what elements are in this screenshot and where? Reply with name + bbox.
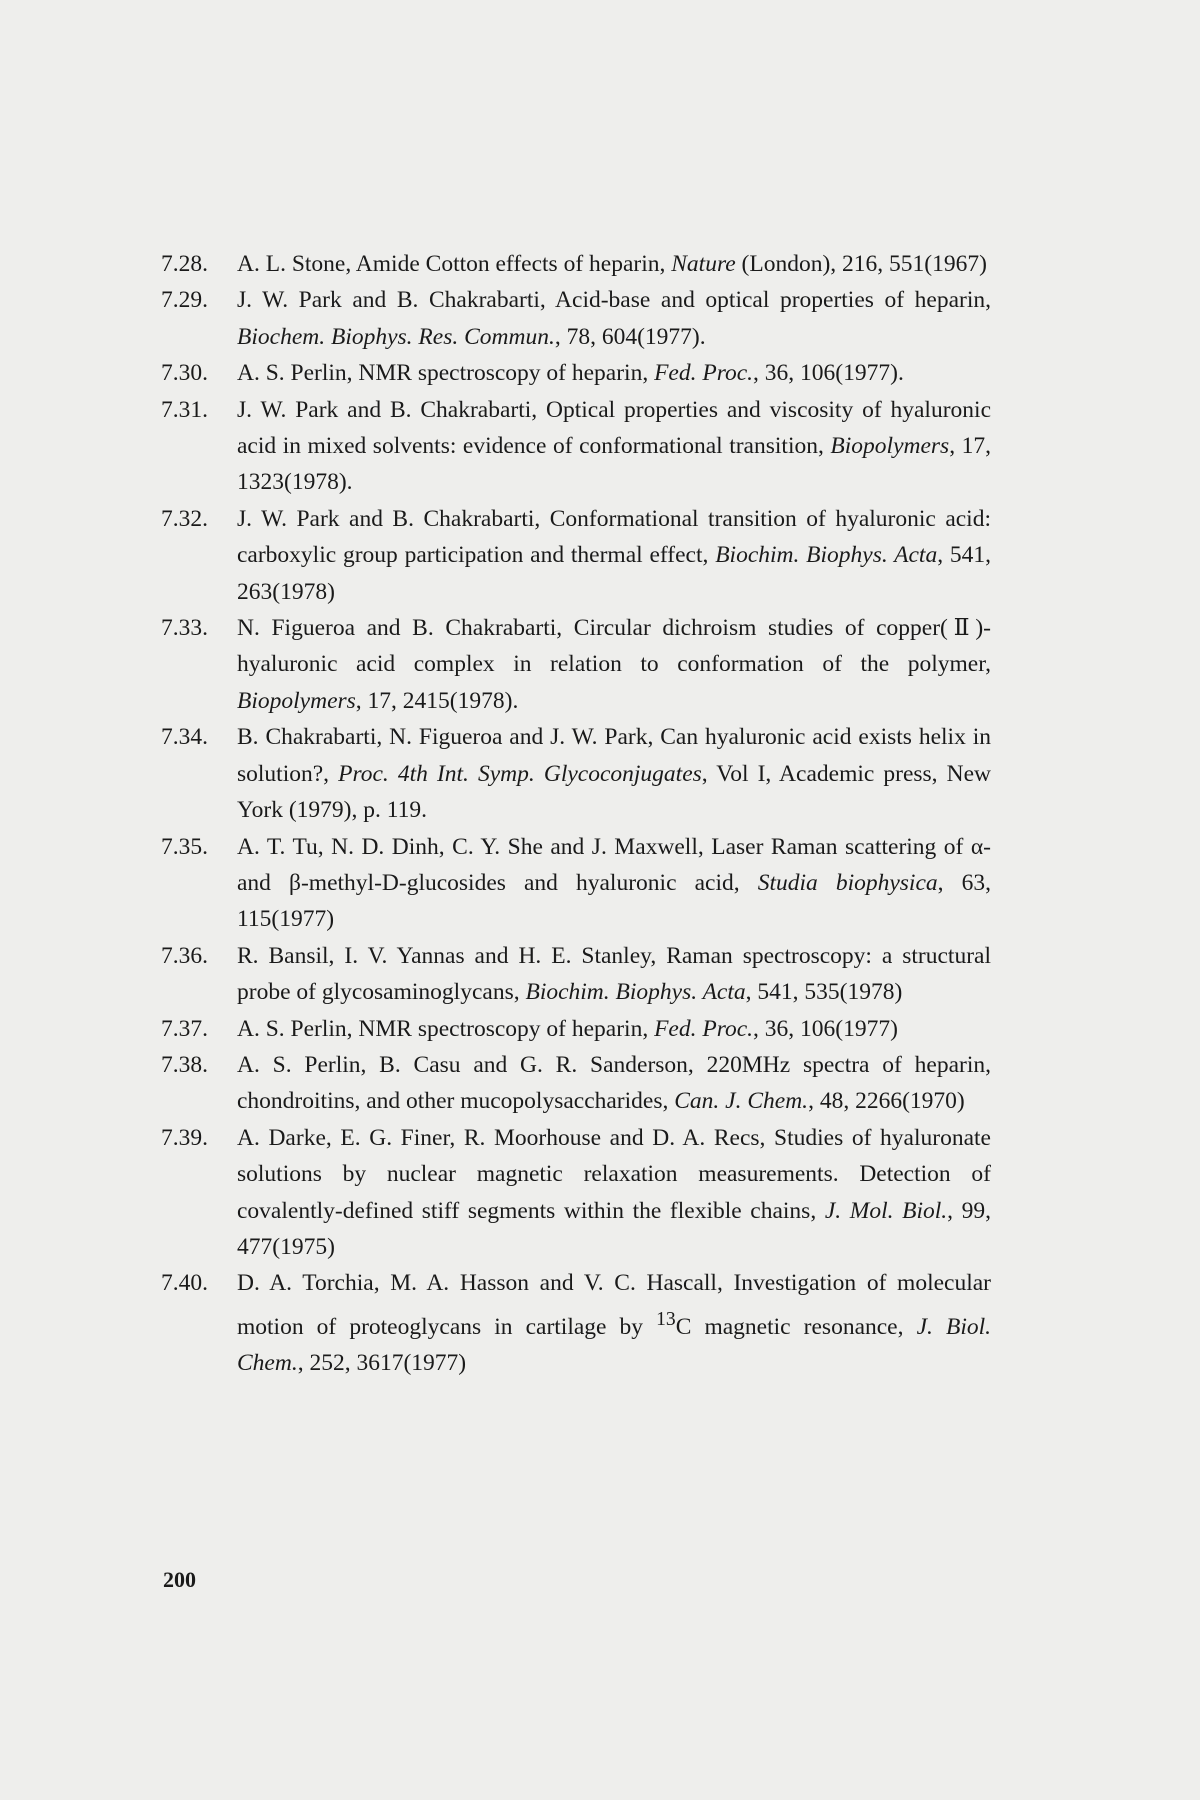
reference-segment: , 36, 106(1977). [753, 360, 904, 387]
reference-text [237, 1120, 991, 1266]
reference-number: 7.37. [161, 1015, 208, 1042]
reference-segment: , 36, 106(1977) [753, 1015, 898, 1042]
reference-text [237, 1047, 991, 1120]
reference-number: 7.35. [161, 833, 208, 860]
reference-item [161, 1047, 991, 1120]
reference-journal: J. Biol. Chem. [237, 1313, 992, 1377]
reference-segment: A. S. Perlin, NMR spectroscopy of heparin, [237, 1015, 655, 1042]
reference-number: 7.38. [161, 1051, 208, 1078]
reference-text [237, 355, 991, 391]
reference-segment: C magnetic resonance, [675, 1313, 917, 1340]
reference-text [237, 829, 991, 938]
reference-segment: A. S. Perlin, NMR spectroscopy of heparin, [237, 360, 655, 387]
reference-text [237, 282, 991, 355]
reference-journal: Biopolymers [237, 687, 356, 714]
reference-number: 7.34. [161, 724, 208, 751]
reference-segment: , Vol I, Academic press, New York (1979), p. 119. [237, 760, 991, 824]
reference-number: 7.30. [161, 360, 208, 387]
reference-segment: , 78, 604(1977). [554, 323, 706, 350]
reference-item [161, 1265, 991, 1381]
reference-number: 7.29. [161, 287, 208, 314]
reference-journal: Biochim. Biophys. Acta [525, 979, 746, 1006]
reference-text [237, 938, 991, 1011]
reference-number: 7.36. [161, 942, 208, 969]
reference-segment: B. Chakrabarti, N. Figueroa and J. W. Park, Can hyaluronic acid exists helix in solution?, [237, 724, 991, 787]
reference-segment: A. L. Stone, Amide Cotton effects of heparin, [237, 251, 672, 277]
reference-segment: A. Darke, E. G. Finer, R. Moorhouse and D. A. Recs, Studies of hyaluronate solutions by nuclear magnetic relaxation measurements. Detection of covalently-defined stiff segments within the flexible chains, [237, 1124, 991, 1224]
reference-journal: Biochem. Biophys. Res. Commun. [237, 323, 555, 350]
reference-segment: A. T. Tu, N. D. Dinh, C. Y. She and J. Maxwell, Laser Raman scattering of α-and β-methyl-D-glucosides and hyaluronic acid, [237, 833, 991, 896]
reference-segment: (London), 216, 551(1967) [735, 251, 987, 277]
reference-segment: , 252, 3617(1977) [297, 1350, 467, 1377]
reference-item [161, 355, 991, 391]
reference-segment: , 541, 535(1978) [745, 979, 903, 1006]
reference-number: 7.28. [161, 251, 208, 277]
reference-segment: R. Bansil, I. V. Yannas and H. E. Stanley, Raman spectroscopy: a structural probe of glycosaminoglycans, [237, 942, 991, 1006]
reference-segment: , 63, 115(1977) [237, 869, 991, 933]
reference-segment: N. Figueroa and B. Chakrabarti, Circular dichroism studies of copper(Ⅱ)-hyaluronic acid complex in relation to conformation of the polymer, [237, 615, 991, 678]
reference-journal: Fed. Proc. [654, 360, 754, 387]
reference-item [161, 1011, 991, 1047]
reference-text [237, 610, 991, 719]
reference-journal: Can. J. Chem. [674, 1088, 809, 1115]
reference-text [237, 1265, 991, 1381]
reference-number: 7.32. [161, 505, 208, 532]
reference-item [161, 246, 991, 282]
reference-journal: Proc. 4th Int. Symp. Glycoconjugates [338, 760, 702, 787]
reference-segment: A. S. Perlin, B. Casu and G. R. Sanderson, 220MHz spectra of heparin, chondroitins, and other mucopolysaccharides, [237, 1051, 991, 1115]
reference-journal: Biochim. Biophys. Acta [715, 542, 938, 569]
reference-text [237, 246, 991, 282]
reference-item [161, 719, 991, 828]
reference-item [161, 829, 991, 938]
reference-number: 7.33. [161, 615, 208, 642]
reference-item [161, 282, 991, 355]
reference-superscript: 13 [656, 1308, 676, 1330]
reference-segment: , 48, 2266(1970) [808, 1088, 965, 1115]
reference-segment: J. W. Park and B. Chakrabarti, Conformational transition of hyaluronic acid: carboxylic group participation and thermal effect, [237, 505, 991, 569]
reference-text [237, 392, 991, 501]
reference-number: 7.40. [161, 1270, 208, 1297]
reference-item [161, 938, 991, 1011]
reference-text [237, 1011, 991, 1047]
reference-item [161, 1120, 991, 1266]
page-number: 200 [163, 1567, 196, 1592]
reference-text [237, 501, 991, 610]
reference-journal: Studia biophysica [757, 869, 938, 896]
reference-item [161, 610, 991, 719]
reference-segment: D. A. Torchia, M. A. Hasson and V. C. Hascall, Investigation of molecular motion of proteoglycans in cartilage by [237, 1270, 991, 1340]
reference-number: 7.39. [161, 1124, 208, 1151]
reference-item [161, 392, 991, 501]
reference-item [161, 501, 991, 610]
reference-segment: J. W. Park and B. Chakrabarti, Acid-base and optical properties of heparin, [237, 287, 991, 314]
reference-segment: , 541, 263(1978) [237, 542, 992, 605]
reference-segment: , 99, 477(1975) [237, 1197, 992, 1260]
reference-journal: Biopolymers [830, 433, 950, 460]
reference-segment: , 17, 2415(1978). [355, 687, 519, 714]
reference-journal: J. Mol. Biol. [824, 1197, 948, 1224]
reference-text [237, 719, 991, 828]
reference-journal: Nature [671, 251, 736, 277]
reference-journal: Fed. Proc. [654, 1015, 754, 1042]
reference-segment: J. W. Park and B. Chakrabarti, Optical properties and viscosity of hyaluronic acid in mixed solvents: evidence of conformational transition, [237, 396, 991, 460]
reference-number: 7.31. [161, 396, 208, 423]
reference-list [161, 246, 991, 1381]
reference-segment: , 17, 1323(1978). [237, 433, 992, 496]
